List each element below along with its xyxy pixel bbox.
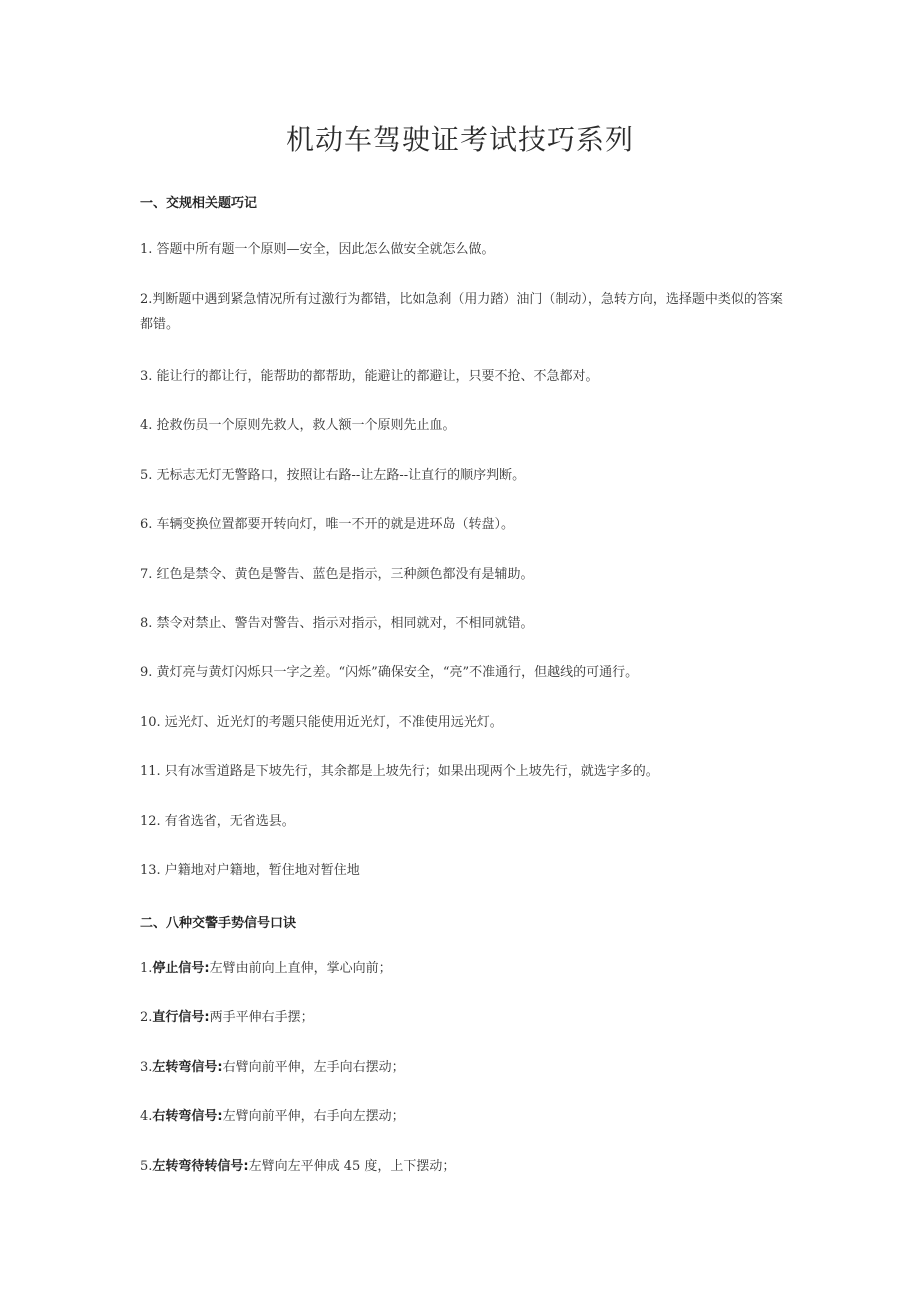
document-title: 机动车驾驶证考试技巧系列 [285,123,634,156]
signal-item [140,1055,790,1080]
list-item: 1. 答题中所有题一个原则—安全，因此怎么做安全就怎么做。 [140,242,495,257]
signal-text: 左臂向前平伸，右手向左摆动； [222,1109,405,1124]
list-item: 4. 抢救伤员一个原则先救人，救人额一个原则先止血。 [140,418,456,433]
signal-item [140,1104,790,1129]
list-item: 12. 有省选省，无省选县。 [140,814,295,829]
section-heading-traffic-rules: 一、交规相关题巧记 [140,196,258,211]
list-item: 2.判断题中遇到紧急情况所有过激行为都错，比如急刹（用力踏）油门（制动），急转方向，选择题中类似的答案都错。 [140,292,783,332]
signal-number: 1. [140,961,153,976]
list-item: 7. 红色是禁令、黄色是警告、蓝色是指示，三种颜色都没有是辅助。 [140,567,534,582]
signal-number: 3. [140,1060,153,1075]
signal-text: 右臂向前平伸，左手向右摆动； [222,1060,405,1075]
signal-label: 左转弯待转信号: [152,1159,249,1174]
list-item: 3. 能让行的都让行，能帮助的都帮助，能避让的都避让，只要不抢、不急都对。 [140,369,599,384]
signal-item [140,956,790,981]
signal-text: 左臂向左平伸成 45 度，上下摆动； [248,1159,456,1174]
signal-item [140,1154,790,1179]
list-item: 6. 车辆变换位置都要开转向灯，唯一不开的就是进环岛（转盘）。 [140,517,515,532]
section-heading-hand-signals: 二、八种交警手势信号口诀 [140,916,297,931]
signal-label: 左转弯信号: [152,1060,223,1075]
signal-number: 4. [140,1109,153,1124]
signal-item [140,1005,790,1030]
signal-label: 右转弯信号: [152,1109,223,1124]
signal-number: 2. [140,1010,153,1025]
list-item: 5. 无标志无灯无警路口，按照让右路--让左路--让直行的顺序判断。 [140,468,526,483]
signal-text: 左臂由前向上直伸，掌心向前； [209,961,392,976]
signal-label: 直行信号: [152,1010,210,1025]
list-item: 9. 黄灯亮与黄灯闪烁只一字之差。“闪烁”确保安全，“亮”不准通行，但越线的可通行。 [140,665,639,680]
list-item: 13. 户籍地对户籍地，暂住地对暂住地 [140,863,360,878]
list-item: 11. 只有冰雪道路是下坡先行，其余都是上坡先行；如果出现两个上坡先行，就选字多的。 [140,764,659,779]
signal-text: 两手平伸右手摆； [209,1010,314,1025]
list-item: 8. 禁令对禁止、警告对警告、指示对指示，相同就对，不相同就错。 [140,616,534,631]
list-item: 10. 远光灯、近光灯的考题只能使用近光灯，不准使用远光灯。 [140,715,503,730]
signal-label: 停止信号: [152,961,210,976]
signal-number: 5. [140,1159,153,1174]
